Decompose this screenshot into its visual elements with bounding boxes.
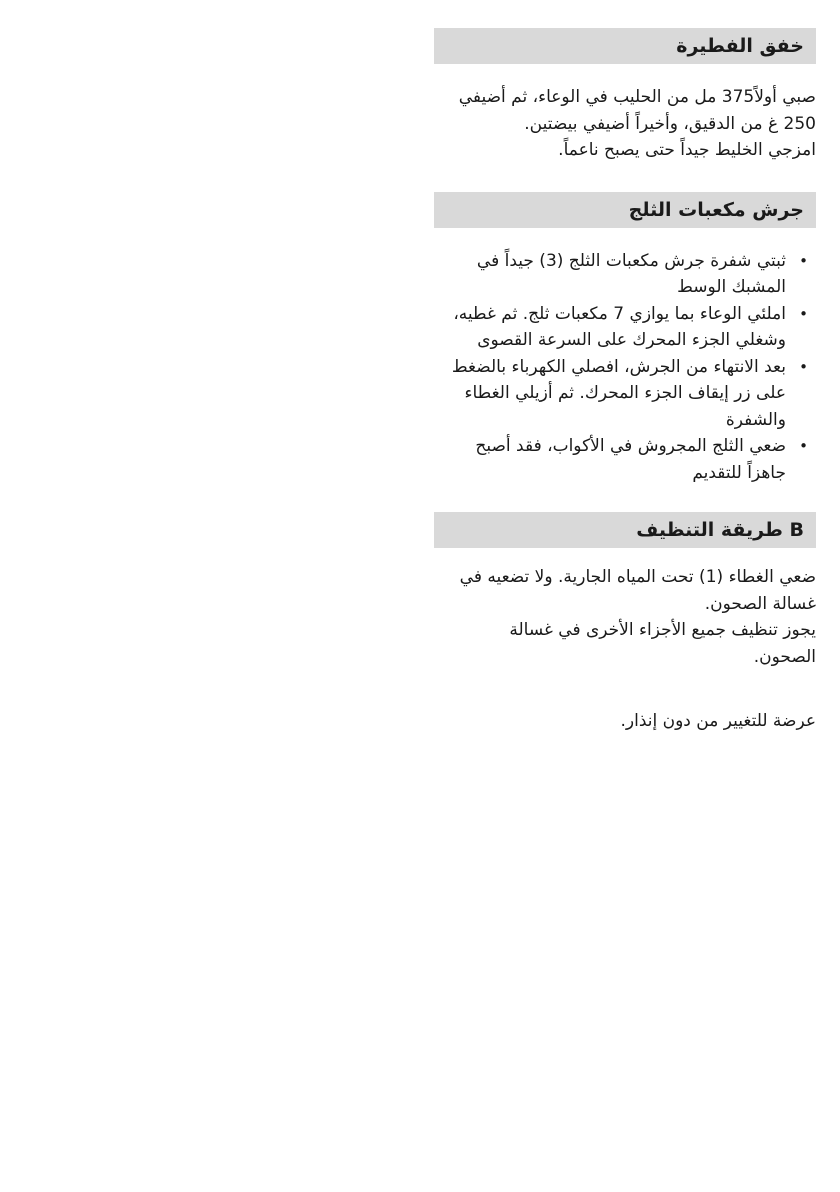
section-header-crepe [434, 28, 816, 64]
list-item-line: بعد الانتهاء من الجرش، افصلي الكهرباء بالضغط [451, 356, 786, 377]
instruction-line: يجوز تنظيف جميع الأجزاء الأخرى في غسالة [509, 620, 816, 640]
section-header-cleaning [434, 512, 816, 548]
list-item [434, 301, 816, 354]
cleaning-instructions [434, 564, 816, 670]
manual-page-column [434, 28, 816, 735]
list-item-line: والشفرة [725, 409, 786, 430]
bullet-dot-icon: • [799, 357, 808, 376]
list-item-line: على زر إيقاف الجزء المحرك. ثم أزيلي الغطاء [464, 383, 786, 403]
list-item-line: جاهزاً للتقديم [692, 462, 786, 483]
section-header-ice [434, 192, 816, 228]
list-item-line: ضعي الثلج المجروش في الأكواب، فقد أصبح [475, 436, 786, 456]
instruction-line: صبي أولاً375 مل من الحليب في الوعاء، ثم أضيفي [458, 87, 816, 107]
instruction-line: 250 غ من الدقيق، وأخيراً أضيفي بيضتين. [524, 113, 816, 134]
list-item-line: وشغلي الجزء المحرك على السرعة القصوى [477, 330, 786, 350]
section-title-crepe: خفق الفطيرة [676, 35, 804, 57]
list-item-line: املئي الوعاء بما يوازي 7 مكعبات ثلج. ثم غطيه، [453, 303, 786, 324]
instruction-line: امزجي الخليط جيداً حتى يصبح ناعماً. [558, 140, 816, 160]
crepe-instructions [434, 84, 816, 164]
instruction-line: الصحون. [753, 646, 816, 667]
section-title-ice: جرش مكعبات الثلج [628, 198, 804, 221]
instruction-line: ضعي الغطاء (1) تحت المياه الجارية. ولا تضعيه في [459, 567, 816, 587]
bullet-dot-icon: • [799, 251, 808, 270]
change-notice: عرضة للتغيير من دون إنذار. [620, 711, 816, 731]
section-title-cleaning: B طريقة التنظيف [636, 519, 804, 541]
list-item [434, 248, 816, 301]
list-item-line: ثبتي شفرة جرش مكعبات الثلج (3) جيداً في [476, 250, 786, 271]
list-item [434, 433, 816, 486]
list-item-line: المشبك الوسط [677, 277, 786, 297]
bullet-dot-icon: • [799, 437, 808, 455]
instruction-line: غسالة الصحون. [704, 593, 816, 614]
bullet-dot-icon: • [799, 304, 808, 323]
list-item [434, 354, 816, 434]
ice-steps-list [434, 248, 816, 487]
